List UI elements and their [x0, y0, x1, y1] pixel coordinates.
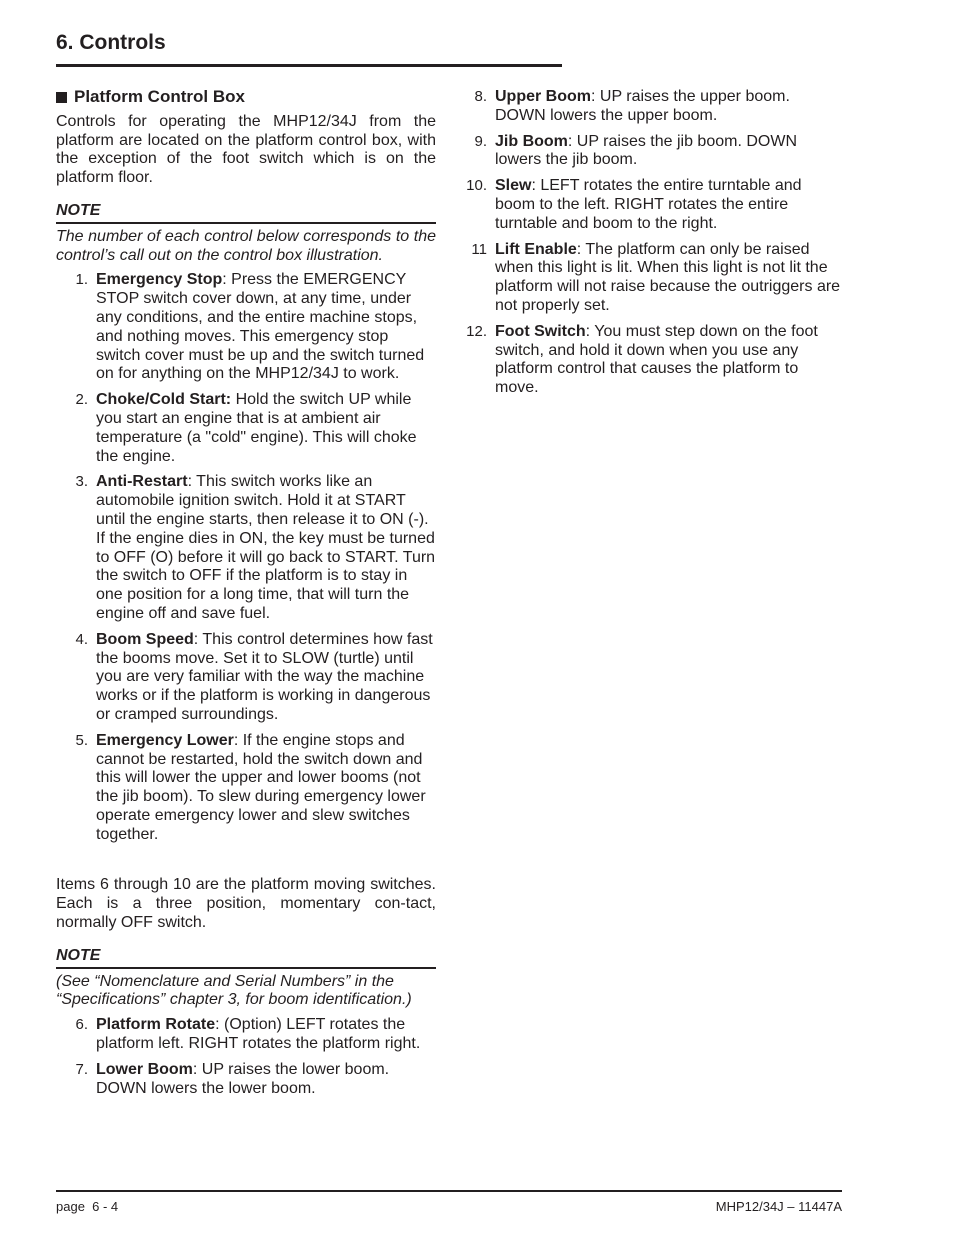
item-description: : This switch works like an automobile ignition switch. Hold it at START until the engine starts, then release it to ON (-). If the engine dies in ON, the key must be turned to OFF (O) before it will go back to START. Turn the switch to OFF if the platform is to stay in one position for a long time, that will turn the engine off and save fuel.: [96, 473, 436, 622]
item-text: [88, 732, 436, 845]
item-description: : UP raises the lower boom. DOWN lowers the lower boom.: [96, 1060, 390, 1097]
item-description: : This control determines how fast the booms move. Set it to SLOW (turtle) until you are very familiar with the way the machine works or if the platform is working in dangerous or cramped surroundings.: [96, 630, 433, 723]
item-number: 6.: [75, 1016, 88, 1034]
item-term: Foot Switch: [495, 322, 586, 340]
item-term: Slew: [495, 177, 532, 195]
item-term: Choke/Cold Start:: [96, 391, 232, 409]
item-text: [487, 323, 845, 398]
item-description: : UP raises the upper boom. DOWN lowers the upper boom.: [495, 88, 790, 124]
square-bullet-icon: [56, 92, 67, 103]
item-term: Lift Enable: [495, 240, 577, 258]
list-item: [463, 133, 845, 171]
control-list: [56, 271, 436, 844]
item-text: [487, 88, 845, 126]
item-number: 1.: [75, 271, 88, 289]
item-term: Upper Boom: [495, 88, 591, 105]
item-number: 7.: [75, 1060, 88, 1078]
list-item: [56, 732, 436, 845]
left-column: [56, 88, 436, 1105]
list-item: [56, 1061, 436, 1099]
item-term: Boom Speed: [96, 630, 194, 648]
item-number: 5.: [75, 731, 88, 749]
item-term: Emergency Lower: [96, 731, 234, 749]
section-heading-text: Platform Control Box: [74, 87, 245, 106]
moving-switches-paragraph: Items 6 through 10 are the platform moving switches. Each is a three position, momentary con-tact, normally OFF switch.: [56, 876, 436, 932]
item-term: Lower Boom: [96, 1060, 193, 1078]
right-column: [463, 88, 845, 405]
note-heading: NOTE: [56, 202, 436, 224]
chapter-rule: [56, 64, 562, 67]
item-text: [487, 177, 845, 233]
item-description: : (Option) LEFT rotates the platform left. RIGHT rotates the platform right.: [96, 1016, 421, 1053]
item-number: 11: [471, 240, 487, 258]
item-description: : Press the EMERGENCY STOP switch cover down, at any time, under any conditions, and the entire machine stops, and nothing moves. This emergency stop switch cover must be up and the switch turned on for anything on the MHP12/34J to work.: [96, 271, 425, 383]
item-term: Emergency Stop: [96, 271, 223, 289]
page-number: page 6 - 4: [56, 1199, 119, 1214]
item-text: [88, 391, 436, 466]
intro-paragraph: Controls for operating the MHP12/34J from the platform are located on the platform control box, with the exception of the foot switch which is on the platform floor.: [56, 112, 436, 187]
list-item: [56, 271, 436, 384]
note-heading: NOTE: [56, 947, 436, 969]
item-text: [487, 133, 845, 171]
list-item: [56, 391, 436, 466]
section-heading: [56, 88, 436, 107]
list-item: [56, 631, 436, 725]
item-description: : LEFT rotates the entire turntable and boom to the left. RIGHT rotates the entire turntable and boom to the right.: [495, 177, 802, 232]
item-description: : UP raises the jib boom. DOWN lowers the jib boom.: [495, 132, 797, 169]
item-number: 10.: [466, 177, 487, 195]
list-item: [463, 241, 845, 316]
item-text: [88, 473, 436, 623]
list-item: [56, 1016, 436, 1054]
item-text: [88, 1016, 436, 1054]
item-description: : You must step down on the foot switch, and hold it down when you use any platform control that causes the platform to move.: [495, 322, 818, 397]
item-term: Anti-Restart: [96, 473, 188, 491]
list-item: [463, 177, 845, 233]
item-description: : If the engine stops and cannot be restarted, hold the switch down and this will lower the upper and lower booms (not the jib boom). To slew during emergency lower operate emergency lower and slew switches together.: [96, 731, 426, 843]
item-text: [487, 241, 845, 316]
footer-rule: [56, 1190, 842, 1192]
item-number: 4.: [75, 630, 88, 648]
list-item: [463, 323, 845, 398]
note-body: The number of each control below corresponds to the control’s call out on the control box illustration.: [56, 227, 436, 264]
spacer: [56, 851, 436, 876]
item-text: [88, 631, 436, 725]
document-id: MHP12/34J – 11447A: [715, 1199, 842, 1214]
item-number: 8.: [474, 88, 487, 105]
item-term: Platform Rotate: [96, 1016, 216, 1034]
item-number: 9.: [474, 132, 487, 150]
control-list: [56, 1016, 436, 1098]
note-body: (See “Nomenclature and Serial Numbers” in the “Specifications” chapter 3, for boom identification.): [56, 972, 412, 1009]
item-text: [88, 271, 436, 384]
item-text: [88, 1061, 436, 1099]
item-description: : The platform can only be raised when this light is lit. When this light is not lit the platform will not raise because the outriggers are not properly set.: [495, 240, 841, 314]
item-number: 2.: [75, 391, 88, 409]
item-description: Hold the switch UP while you start an engine that is at ambient air temperature (a "cold" engine). This will choke the engine.: [96, 391, 417, 465]
item-number: 12.: [466, 322, 487, 340]
item-term: Jib Boom: [495, 132, 568, 150]
list-item: [463, 88, 845, 126]
list-item: [56, 473, 436, 623]
item-number: 3.: [75, 473, 88, 491]
chapter-title: 6. Controls: [56, 31, 166, 54]
